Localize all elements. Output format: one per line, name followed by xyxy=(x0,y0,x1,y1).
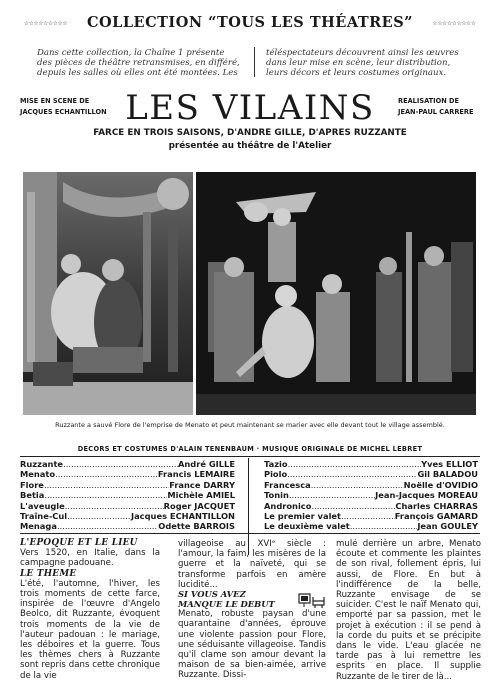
cast-role: Francesca xyxy=(264,479,311,490)
cast-list-right xyxy=(264,459,478,532)
cast-row xyxy=(20,459,235,469)
stars-decoration-right: ☆☆☆☆☆☆☆☆☆ xyxy=(432,18,476,27)
cast-actor: Odette BARROIS xyxy=(158,521,235,532)
cast-row xyxy=(264,511,478,521)
cast-actor: Jean-Jacques MOREAU xyxy=(375,490,478,501)
cast-role: Andronico xyxy=(264,500,312,511)
cast-row xyxy=(20,469,235,479)
cast-row xyxy=(264,501,478,511)
series-title: COLLECTION “TOUS LES THÉATRES” xyxy=(86,14,414,31)
cast-row xyxy=(20,490,235,500)
play-subtitle: FARCE EN TROIS SAISONS, D'ANDRE GILLE, D'APRES RUZZANTE xyxy=(93,128,407,138)
leader-dots xyxy=(311,501,395,511)
leader-dots xyxy=(288,459,422,469)
leader-dots xyxy=(44,490,167,500)
cast-actor: François GAMARD xyxy=(394,511,478,522)
note-heading-line1: SI VOUS AVEZ xyxy=(178,589,246,600)
stage-photo-right xyxy=(196,172,476,415)
leader-dots xyxy=(287,469,417,479)
cast-row xyxy=(264,469,478,479)
leader-dots xyxy=(63,459,178,469)
leader-dots xyxy=(67,511,131,521)
director-credit xyxy=(20,96,130,118)
leader-dots xyxy=(311,480,404,490)
leader-dots xyxy=(289,490,375,500)
leader-dots xyxy=(341,511,395,521)
cast-actor: Roger JACQUET xyxy=(163,500,235,511)
intro-right xyxy=(266,48,476,78)
cast-actor: Yves ELLIOT xyxy=(421,459,478,469)
cast-row xyxy=(264,490,478,500)
series-header xyxy=(20,14,480,36)
cast-actor: Gil BALADOU xyxy=(417,469,478,480)
cast-role: Menaga xyxy=(20,521,57,532)
section-heading: L'EPOQUE ET LE LIEU xyxy=(20,538,138,548)
armchair-tv-icon xyxy=(298,591,326,609)
play-venue: présentée au théâtre de l'Atelier xyxy=(168,141,332,151)
director-label: MISE EN SCENE DE xyxy=(20,97,90,105)
leader-dots xyxy=(350,521,418,531)
note-heading-block xyxy=(178,590,326,609)
stage-photo-left xyxy=(23,172,193,415)
cast-row xyxy=(264,459,478,469)
cast-role: Le deuxième valet xyxy=(264,521,350,532)
leader-dots xyxy=(44,480,169,490)
cast-role: Menato xyxy=(20,469,56,480)
cast-role: Le premier valet xyxy=(264,511,342,522)
article-paragraph: Vers 1520, en Italie, dans la campagne padouane. xyxy=(20,548,160,569)
leader-dots xyxy=(55,469,158,479)
cast-role: Tonin xyxy=(264,490,289,501)
intro-left xyxy=(37,48,243,78)
cast-role: Flore xyxy=(20,479,44,490)
article-paragraph: mulé derrière un arbre, Menato écoute et commente les plaintes de son rival, follement épris, lui aussi, de Flore. En but à l'indifférence de la belle, Ruzzante envisage de se suicider. C'est le naïf Menato qui, emporté par sa passion, met le projet à exécution : il se pend à la corde du puits et se précipite dans le vide. L'eau glacée ne tarde pas à lui remettre les esprits en place. Il supplie Ruzzante de le tirer de là... xyxy=(336,539,481,682)
article-paragraph: Menato, robuste paysan d'une quarantaine d'années, éprouve une violente passion pour Flore, une séduisante villageoise. Tandis qu'il clame son amour devant la maison de sa bien-aimée, arrive Ruzzante. Dissi- xyxy=(178,609,326,681)
producer-label: REALISATION DE xyxy=(398,97,460,105)
cast-row xyxy=(20,511,235,521)
cast-role: L'aveugle xyxy=(20,500,65,511)
cast-actor: Jacques ECHANTILLON xyxy=(131,511,235,522)
cast-row xyxy=(20,480,235,490)
producer-name: JEAN-PAUL CARRERE xyxy=(398,108,474,116)
director-name: JACQUES ECHANTILLON xyxy=(20,108,107,116)
section-heading: LE THEME xyxy=(20,568,77,579)
cast-actor: Jean GOULEY xyxy=(417,521,478,532)
producer-credit xyxy=(398,96,482,118)
article-column-3 xyxy=(336,539,481,682)
intro-line: leurs décors et leurs costumes originaux. xyxy=(266,68,447,78)
cast-rule-top xyxy=(20,456,480,457)
intro-divider xyxy=(254,47,255,77)
cast-actor: Noëlle d'OVIDIO xyxy=(403,479,478,490)
cast-row xyxy=(264,521,478,531)
note-heading-line2: MANQUE LE DEBUT xyxy=(178,598,275,609)
intro-line: depuis les salles où elles ont été montées. Les xyxy=(37,68,238,78)
article-paragraph: villageoise au XVIᵉ siècle : l'amour, la faim, les misères de la guerre et la naïveté, qui se transforme parfois en amère lucidité... xyxy=(178,539,326,590)
cast-role: Piolo xyxy=(264,469,288,480)
cast-role: Betia xyxy=(20,490,45,501)
leader-dots xyxy=(65,501,164,511)
cast-row xyxy=(264,480,478,490)
stars-decoration-left: ☆☆☆☆☆☆☆☆☆ xyxy=(24,18,68,27)
cast-row xyxy=(20,501,235,511)
cast-actor: France DARRY xyxy=(169,479,235,490)
cast-role: Ruzzante xyxy=(20,459,64,469)
cast-row xyxy=(20,521,235,531)
intro-line: téléspectateurs découvrent ainsi les œuvres xyxy=(266,48,459,58)
cast-actor: Michèle AMIEL xyxy=(167,490,235,501)
article-paragraph: L'été, l'automne, l'hiver, les trois moments de cette farce, inspirée de l'œuvre d'Angelo Beolco, dit Ruzzante, évoquent trois moments de la vie de l'auteur padouan : le mariage, les déboires et la guerre. Tous les thèmes chers à Ruzzante sont repris dans cette chronique de la vie xyxy=(20,578,160,681)
stage-photo-right-image xyxy=(196,172,476,415)
intro-line: Dans cette collection, la Chaîne 1 présente xyxy=(37,48,225,58)
play-title: LES VILAINS xyxy=(125,88,375,128)
leader-dots xyxy=(57,521,158,531)
cast-list-left xyxy=(20,459,235,532)
cast-actor: Francis LEMAIRE xyxy=(157,469,235,480)
article-column-1 xyxy=(20,538,160,681)
decor-credit: DECORS ET COSTUMES D'ALAIN TENENBAUM · MUSIQUE ORIGINALE DE MICHEL LEBRET xyxy=(77,445,423,453)
stage-photo-left-image xyxy=(23,172,193,415)
cast-actor: André GILLE xyxy=(177,459,235,469)
intro-line: des pièces de théâtre retransmises, en différé, xyxy=(37,58,240,68)
intro-line: dans leur mise en scène, leur distribution, xyxy=(266,58,451,68)
cast-rule-bottom xyxy=(20,533,480,534)
cast-role: Traîne-Cul xyxy=(20,511,68,522)
photo-caption: Ruzzante a sauvé Flore de l'emprise de Menato et peut maintenant se marier avec elle devant tout le village assemblé. xyxy=(55,421,445,429)
cast-role: Tazio xyxy=(264,459,288,469)
article-column-2 xyxy=(178,539,326,681)
cast-actor: Charles CHARRAS xyxy=(395,500,478,511)
